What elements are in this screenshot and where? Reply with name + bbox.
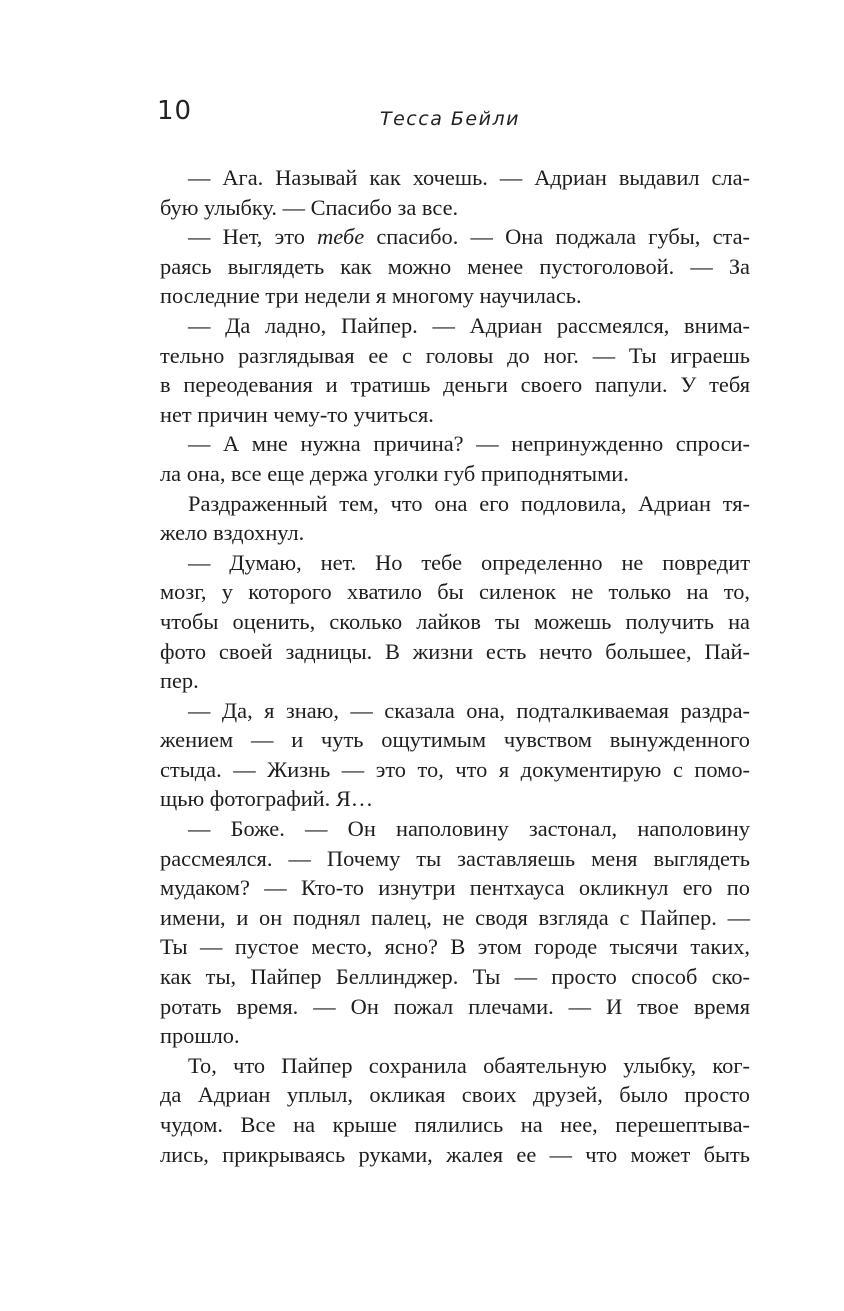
text-run: — Нет, это — [188, 224, 318, 250]
text-line: бую улыбку. — Спасибо за все. — [160, 194, 459, 220]
text-line: мозг, у которого хватило бы силенок не только на то, — [160, 579, 750, 605]
text-line: ла она, все еще держа уголки губ приподнятыми. — [160, 460, 629, 486]
text-line: раясь выглядеть как можно менее пустоголовой. — За — [160, 253, 750, 279]
text-line — [160, 222, 750, 252]
text-line: — Да, я знаю, — сказала она, подталкиваемая раздра- — [188, 697, 750, 723]
text-line: — А мне нужна причина? — непринужденно спроси- — [188, 431, 750, 457]
text-run: спасибо. — Она поджала губы, ста- — [364, 224, 750, 250]
text-line: пер. — [160, 668, 199, 694]
text-line: — Думаю, нет. Но тебе определенно не повредит — [188, 549, 750, 575]
text-line: ротать время. — Он пожал плечами. — И твое время — [160, 993, 750, 1019]
emphasis-word: тебе — [317, 224, 365, 250]
text-line: тельно разглядывая ее с головы до ног. — Ты играешь — [160, 342, 750, 368]
text-line: последние три недели я многому научилась. — [160, 283, 582, 309]
text-line: жением — и чуть ощутимым чувством вынужденного — [160, 727, 750, 753]
text-line: щью фотографий. Я… — [160, 786, 374, 812]
text-line: как ты, Пайпер Беллинджер. Ты — просто способ ско- — [160, 964, 750, 990]
text-line: рассмеялся. — Почему ты заставляешь меня выглядеть — [160, 845, 750, 871]
text-line: — Да ладно, Пайпер. — Адриан рассмеялся, внима- — [188, 312, 750, 338]
text-line: чудом. Все на крыше пялились на нее, перешептыва- — [160, 1112, 750, 1137]
text-line: стыда. — Жизнь — это то, что я документирую с помо- — [160, 756, 750, 782]
text-line: — Ага. Называй как хочешь. — Адриан выдавил сла- — [188, 165, 750, 190]
text-line: Ты — пустое место, ясно? В этом городе тысячи таких, — [160, 934, 750, 960]
body-text — [160, 163, 750, 1169]
text-line: чтобы оценить, сколько лайков ты можешь получить на — [160, 608, 750, 634]
text-line: жело вздохнул. — [160, 520, 305, 546]
text-line: имени, и он поднял палец, не сводя взгляда с Пайпер. — — [160, 904, 750, 930]
page-number: 10 — [157, 96, 193, 126]
text-line: Раздраженный тем, что она его подловила, Адриан тя- — [188, 490, 750, 516]
text-line: прошло. — [160, 1023, 240, 1049]
text-line: да Адриан уплыл, окликая своих друзей, было просто — [160, 1082, 750, 1108]
text-line: в переодевания и тратишь деньги своего папули. У тебя — [160, 372, 750, 398]
text-line: То, что Пайпер сохранила обаятельную улыбку, ког- — [188, 1052, 750, 1078]
text-line: фото своей задницы. В жизни есть нечто большее, Пай- — [160, 638, 750, 664]
text-line: лись, прикрываясь руками, жалея ее — что может быть — [160, 1141, 750, 1167]
text-line: мудаком? — Кто-то изнутри пентхауса окликнул его по — [160, 875, 750, 901]
running-head-author: Тесса Бейли — [380, 108, 520, 130]
text-line: — Боже. — Он наполовину застонал, наполовину — [188, 816, 750, 842]
text-line: нет причин чему-то учиться. — [160, 401, 434, 427]
